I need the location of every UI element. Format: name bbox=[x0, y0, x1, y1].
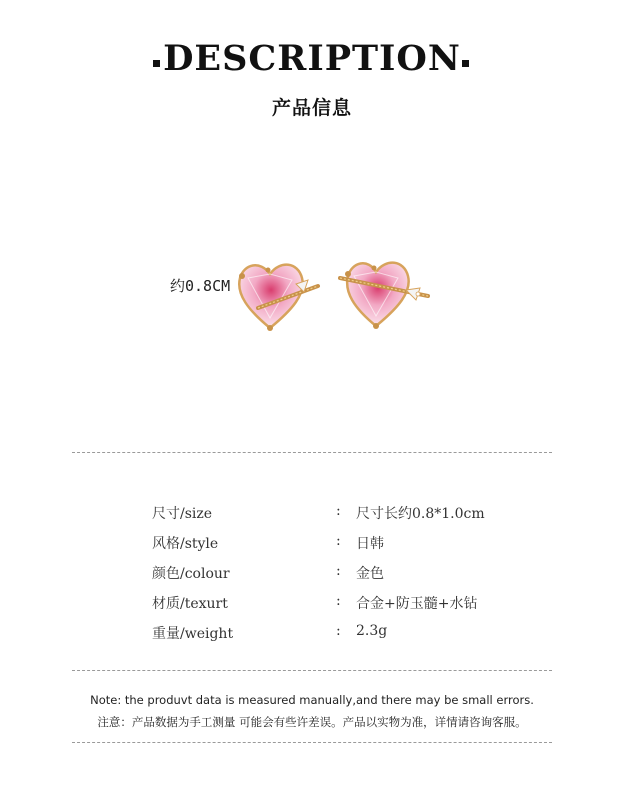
divider-middle bbox=[72, 670, 552, 671]
spec-row-weight bbox=[152, 623, 552, 645]
spec-colon: : bbox=[336, 563, 341, 579]
spec-row-material bbox=[152, 593, 552, 615]
spec-colon: : bbox=[336, 593, 341, 609]
spec-value: 金色 bbox=[356, 566, 384, 582]
spec-value: 合金+防玉髓+水钻 bbox=[356, 596, 478, 612]
spec-colon: : bbox=[336, 623, 341, 639]
note-english: Note: the produvt data is measured manually,and there may be small errors. bbox=[90, 693, 534, 707]
spec-value: 2.3g bbox=[356, 623, 388, 639]
divider-top bbox=[72, 452, 552, 453]
earring-image-right bbox=[336, 248, 436, 338]
spec-row-colour bbox=[152, 563, 552, 585]
size-annotation: 约0.8CM bbox=[170, 277, 231, 295]
spec-label: 颜色/colour bbox=[152, 566, 230, 582]
spec-colon: : bbox=[336, 533, 341, 549]
spec-label: 重量/weight bbox=[152, 626, 234, 642]
page-subtitle: 产品信息 bbox=[271, 97, 352, 119]
spec-value: 日韩 bbox=[356, 536, 384, 552]
page-title: DESCRIPTION bbox=[163, 38, 461, 79]
spec-row-style bbox=[152, 533, 552, 555]
note-chinese: 注意：产品数据为手工测量 可能会有些许差误。产品以实物为准，详情请咨询客服。 bbox=[97, 715, 527, 729]
spec-label: 风格/style bbox=[152, 536, 219, 552]
spec-row-size bbox=[152, 503, 552, 525]
spec-colon: : bbox=[336, 503, 341, 519]
earring-image-left bbox=[228, 248, 328, 338]
title-bullet-right bbox=[462, 60, 469, 67]
spec-label: 尺寸/size bbox=[152, 506, 213, 522]
spec-value: 尺寸长约0.8*1.0cm bbox=[356, 506, 485, 522]
divider-bottom bbox=[72, 742, 552, 743]
spec-label: 材质/texurt bbox=[152, 596, 228, 612]
